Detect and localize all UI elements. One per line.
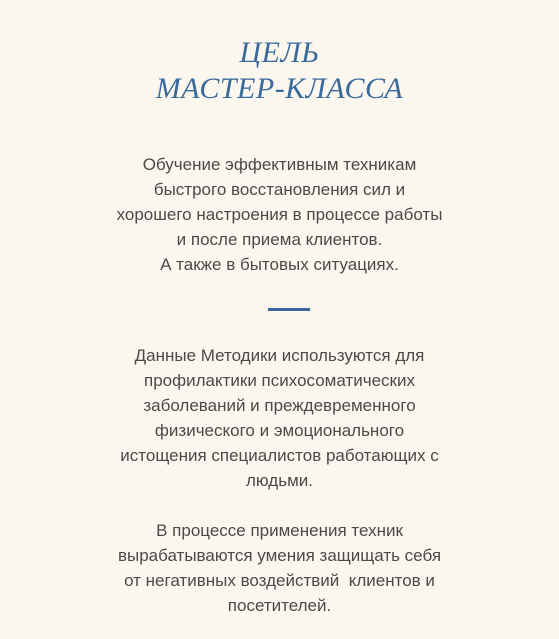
section-title-line-2: МАСТЕР-КЛАССА [155,72,404,105]
methods-line-2: профилактики психосоматических [144,371,415,390]
methods-line-6: людьми. [246,471,313,490]
intro-line-5: А также в бытовых ситуациях. [160,255,399,274]
section-title [0,35,559,107]
methods-paragraph [0,343,559,493]
intro-line-3: хорошего настроения в процессе работы [116,205,443,224]
process-paragraph [0,518,559,618]
methods-line-5: истощения специалистов работающих с [120,446,439,465]
intro-paragraph [0,152,559,277]
intro-line-4: и после приема клиентов. [176,230,383,249]
methods-line-3: заболеваний и преждевременного [143,396,416,415]
process-line-1: В процессе применения техник [156,521,403,540]
intro-line-1: Обучение эффективным техникам [142,155,417,174]
section-divider [268,308,310,311]
process-line-2: вырабатываются умения защищать себя [117,546,442,565]
process-line-4: посетителей. [227,596,332,615]
intro-line-2: быстрого восстановления сил и [153,180,406,199]
methods-line-4: физического и эмоционального [154,421,405,440]
process-line-3: от негативных воздействий клиентов и [124,571,435,590]
section-title-line-1: ЦЕЛЬ [239,36,320,69]
methods-line-1: Данные Методики используются для [134,346,425,365]
